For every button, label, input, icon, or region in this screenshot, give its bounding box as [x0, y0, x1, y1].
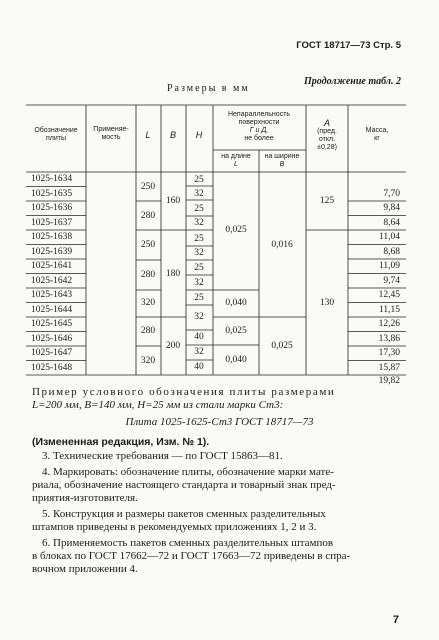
- designation-cell: 1025-1641: [31, 261, 73, 271]
- designation-cell: 1025-1636: [31, 203, 73, 213]
- mass-cell: 11,04: [378, 232, 400, 242]
- H-cell: 25: [194, 175, 204, 185]
- header-along-width-line: на ширине: [264, 153, 300, 160]
- along-length-cell: 0,025: [225, 225, 247, 235]
- L-cell: 280: [140, 270, 156, 280]
- designation-cell: 1025-1639: [31, 247, 73, 257]
- header-along-length-line: на длине: [221, 153, 251, 160]
- header-mass-line: Масса,: [365, 127, 389, 134]
- designation-cell: 1025-1643: [31, 290, 73, 300]
- designation-cell: 1025-1635: [31, 189, 73, 199]
- along-width-cell: 0,016: [271, 240, 293, 250]
- mass-cell: 9,84: [383, 203, 400, 213]
- header-A-line: (пред.: [317, 128, 337, 135]
- designation-cell: 1025-1642: [31, 276, 73, 286]
- mass-cell: 12,26: [378, 319, 400, 329]
- A-cell: 125: [319, 196, 335, 206]
- L-cell: 280: [140, 211, 156, 221]
- mass-cell: 13,86: [378, 334, 400, 344]
- header-H: H: [195, 130, 203, 140]
- table-continuation-label: Продолжение табл. 2: [303, 76, 401, 87]
- header-designation: [34, 127, 77, 143]
- dimensions-table: [26, 105, 406, 386]
- header-mass: [366, 127, 389, 143]
- H-cell: 25: [194, 263, 204, 273]
- paragraph-6-line: 6. Применяемость пакетов сменных разделительных штампов: [42, 537, 334, 549]
- mass-cell: 9,74: [383, 276, 400, 286]
- header-along-length-line: L: [234, 161, 238, 168]
- designation-cell: 1025-1648: [31, 363, 73, 373]
- designation-cell: 1025-1645: [31, 319, 73, 329]
- designation-cell: 1025-1638: [31, 232, 73, 242]
- header-nonparallel-line: Г и Д,: [249, 127, 269, 134]
- header-applicability: [93, 126, 128, 142]
- designation-cell: 1025-1637: [31, 218, 73, 228]
- H-cell: 40: [194, 332, 204, 342]
- header-designation-line: плиты: [45, 135, 67, 142]
- sizes-label: Размеры в мм: [167, 83, 250, 94]
- mass-cell: 11,15: [378, 305, 400, 315]
- header-along-width-line: B: [279, 161, 285, 168]
- H-cell: 40: [194, 362, 204, 372]
- H-cell: 25: [194, 234, 204, 244]
- L-cell: 320: [140, 298, 156, 308]
- page-header: ГОСТ 18717—73 Стр. 5: [296, 40, 401, 51]
- L-cell: 250: [140, 240, 156, 250]
- mass-cell: 19,82: [378, 376, 400, 386]
- mass-cell: 7,70: [383, 189, 400, 199]
- H-cell: 32: [194, 312, 204, 322]
- B-cell: 200: [165, 341, 181, 351]
- along-width-cell: 0,025: [271, 341, 293, 351]
- header-along-length: [221, 153, 251, 169]
- header-A-line: откл.: [318, 136, 336, 143]
- header-mass-line: кг: [374, 135, 380, 142]
- paragraph-4-line: 4. Маркировать: обозначение плиты, обозначение марки мате-: [42, 466, 334, 478]
- header-applicability-line: Применяе-: [93, 126, 129, 133]
- designation-cell: 1025-1634: [31, 174, 73, 184]
- paragraph-6-line: в блоках по ГОСТ 17662—72 и ГОСТ 17663—72 приведены в спра-: [32, 550, 351, 562]
- mass-cell: 8,68: [383, 247, 400, 257]
- header-along-width: [265, 153, 300, 169]
- along-length-cell: 0,025: [225, 326, 247, 336]
- page-number: 7: [392, 614, 399, 626]
- header-nonparallel-line: Непараллельность: [227, 111, 291, 118]
- A-cell: 130: [319, 298, 335, 308]
- example-formula: Плита 1025-1625-Ст3 ГОСТ 18717—73: [125, 416, 314, 428]
- mass-cell: 11,09: [378, 261, 400, 271]
- example-line-2: L=200 мм, B=140 мм, H=25 мм из стали марки Ст3:: [32, 399, 284, 411]
- header-nonparallel-line: не более: [244, 135, 274, 142]
- header-applicability-line: мость: [101, 134, 121, 141]
- along-length-cell: 0,040: [225, 355, 247, 365]
- header-designation-line: Обозначение: [34, 127, 78, 134]
- L-cell: 280: [140, 326, 156, 336]
- H-cell: 32: [194, 278, 204, 288]
- mass-cell: 17,30: [378, 348, 400, 358]
- H-cell: 32: [194, 347, 204, 357]
- B-cell: 180: [165, 269, 181, 279]
- H-cell: 25: [194, 293, 204, 303]
- header-B: B: [169, 130, 177, 140]
- paragraph-3: 3. Технические требования — по ГОСТ 15863—81.: [42, 450, 283, 462]
- paragraph-4-line: риала, обозначение настоящего стандарта и товарный знак пред-: [32, 479, 336, 491]
- H-cell: 32: [194, 248, 204, 258]
- mass-cell: 12,45: [378, 290, 400, 300]
- H-cell: 32: [194, 218, 204, 228]
- mass-cell: 8,64: [383, 218, 400, 228]
- paragraph-5-line: 5. Конструкция и размеры пакетов сменных разделительных: [42, 508, 326, 520]
- header-A-line: ±0,28): [317, 144, 337, 151]
- paragraph-5-line: штампов приведены в рекомендуемых приложениях 1, 2 и 3.: [32, 521, 317, 533]
- along-length-cell: 0,040: [225, 298, 247, 308]
- paragraph-6-line: вочном приложении 4.: [32, 563, 138, 575]
- H-cell: 32: [194, 189, 204, 199]
- L-cell: 320: [140, 356, 156, 366]
- designation-cell: 1025-1646: [31, 334, 73, 344]
- example-line-1: Пример условного обозначения плиты размерами: [32, 386, 336, 398]
- paragraph-4-line: приятия-изготовителя.: [32, 492, 138, 504]
- header-nonparallel-line: поверхности: [238, 119, 280, 126]
- header-A: [317, 118, 337, 152]
- designation-cell: 1025-1647: [31, 348, 73, 358]
- amendment-note: (Измененная редакция, Изм. № 1).: [32, 436, 210, 448]
- B-cell: 160: [165, 196, 181, 206]
- H-cell: 25: [194, 204, 204, 214]
- header-nonparallel: [228, 111, 290, 143]
- header-L: L: [145, 130, 151, 140]
- L-cell: 250: [140, 182, 156, 192]
- header-A-line: A: [323, 118, 331, 128]
- designation-cell: 1025-1644: [31, 305, 73, 315]
- table-grid: [26, 105, 406, 380]
- mass-cell: 15,87: [378, 363, 400, 373]
